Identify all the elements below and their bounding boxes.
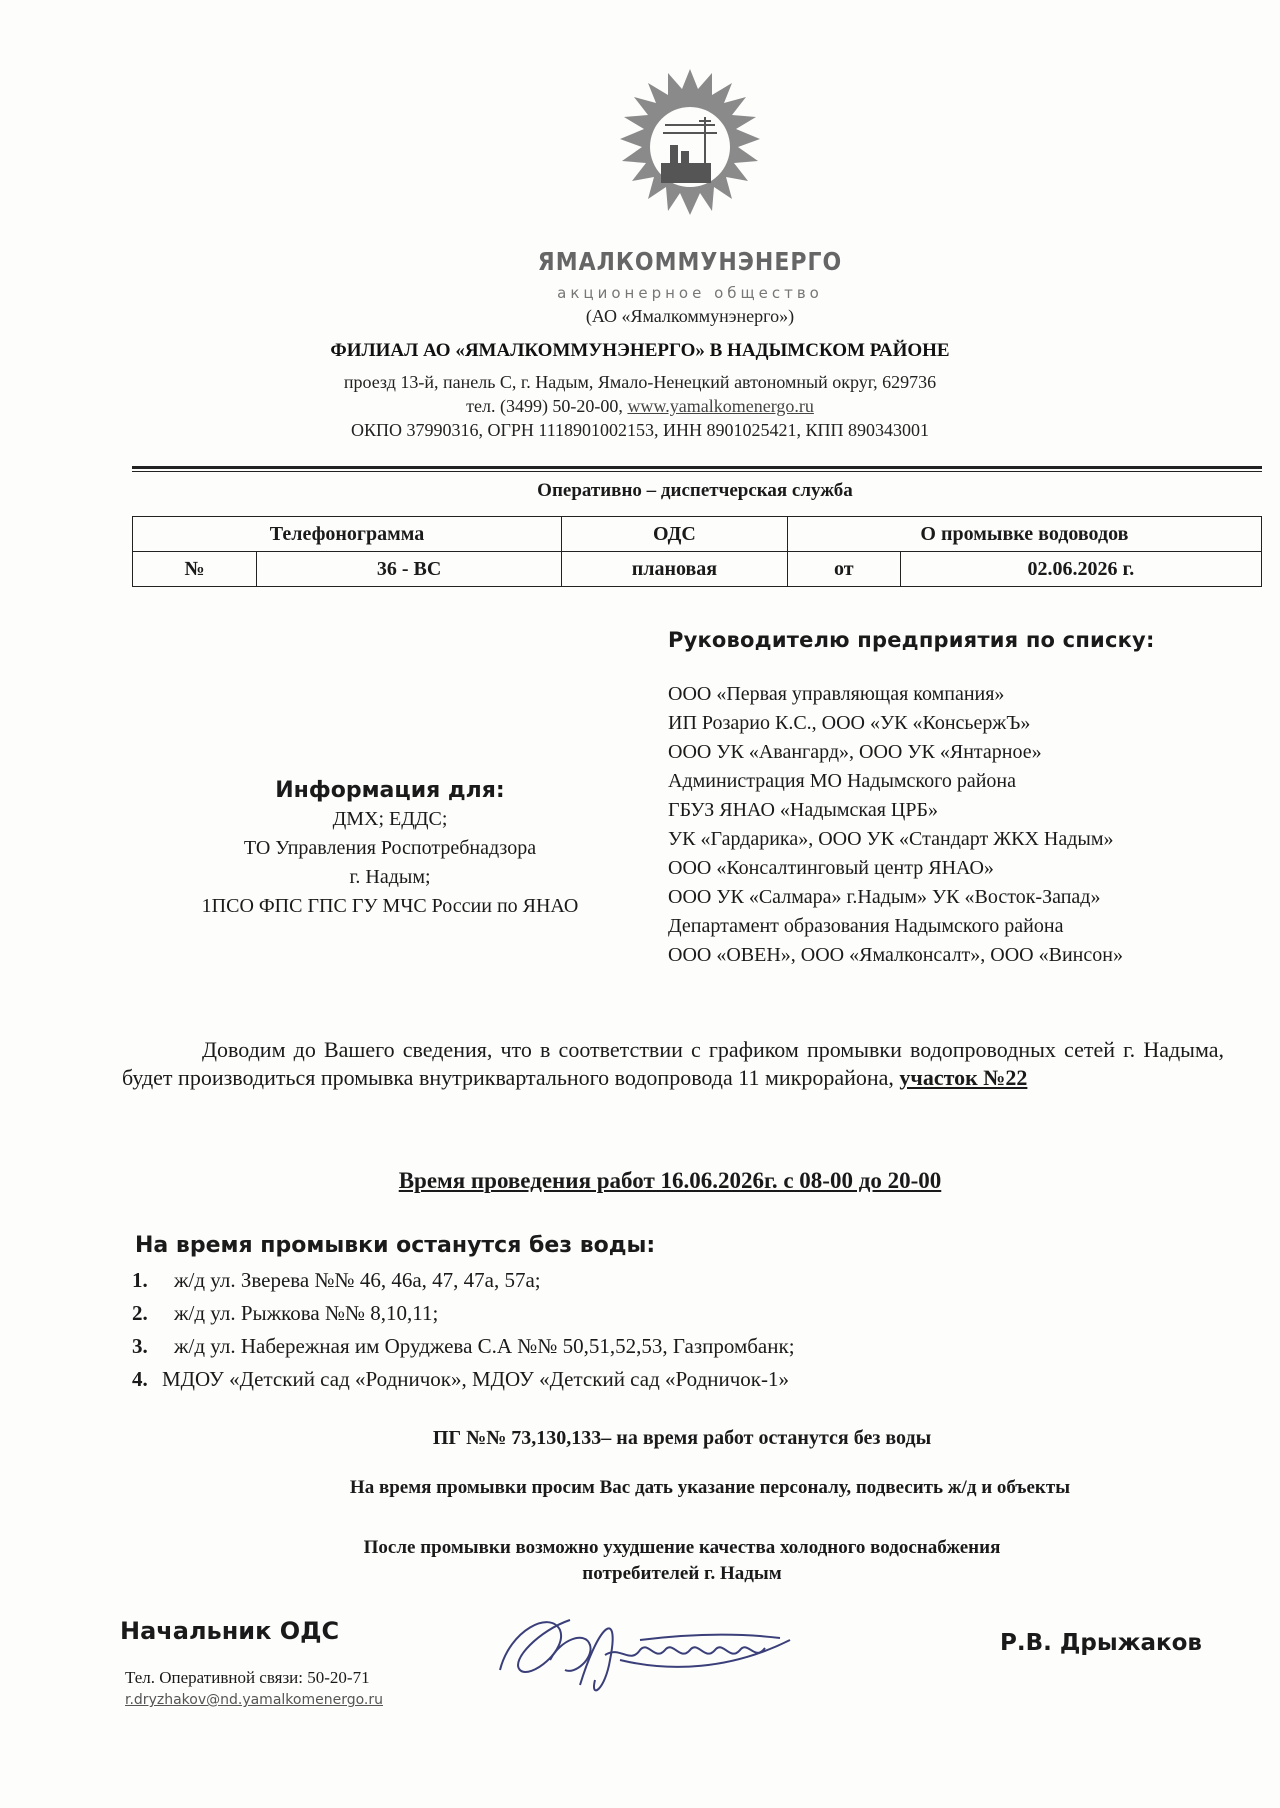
type-cell: плановая — [562, 552, 788, 587]
info-line: 1ПСО ФПС ГПС ГУ МЧС России по ЯНАО — [201, 895, 579, 917]
notice-text: Доводим до Вашего сведения, что в соответствии с графиком промывки водопроводных сетей г. Надыма, будет производиться промывка внутриквартального водопровода 11 микрорайона, — [122, 1037, 1224, 1090]
item-text: ж/д ул. Набережная им Оруджева С.А №№ 50,51,52,53, Газпромбанк; — [174, 1334, 795, 1358]
quality-warning-line2: потребителей г. Надым — [582, 1563, 782, 1584]
service-name: Оперативно – диспетчерская служба — [537, 480, 853, 501]
item-number: 2. — [132, 1301, 148, 1325]
list-item: ООО «Консалтинговый центр ЯНАО» — [668, 857, 994, 879]
list-item — [132, 1297, 795, 1330]
list-item — [132, 1330, 795, 1363]
website-link[interactable]: www.yamalkomenergo.ru — [627, 396, 814, 416]
no-water-list — [132, 1264, 795, 1396]
list-item: ГБУЗ ЯНАО «Надымская ЦРБ» — [668, 799, 938, 821]
recipients-list — [668, 680, 1268, 970]
info-block — [120, 776, 660, 921]
signatory-title: Начальник ОДС — [120, 1617, 340, 1645]
item-number: 3. — [132, 1334, 148, 1358]
table-row — [133, 552, 1262, 587]
table-row — [133, 517, 1262, 552]
item-number: 1. — [132, 1268, 148, 1292]
info-line: г. Надым; — [349, 866, 431, 888]
phone-line — [140, 396, 1140, 417]
doc-type-cell: Телефонограмма — [133, 517, 562, 552]
address: проезд 13-й, панель С, г. Надым, Ямало-Ненецкий автономный округ, 629736 — [343, 372, 937, 392]
registration-codes: ОКПО 37990316, ОГРН 1118901002153, ИНН 8901025421, КПП 890343001 — [350, 420, 930, 440]
company-logo-icon — [615, 65, 765, 235]
branch-title: ФИЛИАЛ АО «ЯМАЛКОММУНЭНЕРГО» В НАДЫМСКОМ РАЙОНЕ — [330, 340, 950, 361]
brand-subtitle: акционерное общество — [557, 284, 823, 302]
recipients-title: Руководителю предприятия по списку: — [668, 628, 1155, 652]
item-number: 4. — [132, 1367, 148, 1391]
brand-name: ЯМАЛКОММУНЭНЕРГО — [537, 248, 843, 277]
list-item: ООО «Первая управляющая компания» — [668, 683, 1005, 705]
work-time: Время проведения работ 16.06.2026г. с 08-00 до 20-00 — [398, 1168, 942, 1193]
list-item: ООО УК «Салмара» г.Надым» УК «Восток-Запад» — [668, 886, 1101, 908]
info-line: ДМХ; ЕДДС; — [332, 808, 448, 830]
item-text: ж/д ул. Рыжкова №№ 8,10,11; — [174, 1301, 439, 1325]
signatory-name: Р.В. Дрыжаков — [1000, 1630, 1202, 1656]
brand-abbreviation: (АО «Ямалкоммунэнерго») — [585, 306, 795, 326]
info-line: ТО Управления Роспотребнадзора — [243, 837, 537, 859]
from-label-cell: от — [787, 552, 900, 587]
list-item: УК «Гардарика», ООО УК «Стандарт ЖКХ Надым» — [668, 828, 1114, 850]
list-item: ООО «ОВЕН», ООО «Ямалконсалт», ООО «Винсон» — [668, 944, 1123, 966]
item-text: ж/д ул. Зверева №№ 46, 46а, 47, 47а, 57а; — [174, 1268, 541, 1292]
number-label-cell: № — [133, 552, 257, 587]
section-number: участок №22 — [899, 1065, 1028, 1090]
header-divider — [132, 466, 1262, 469]
request-line: На время промывки просим Вас дать указание персоналу, подвесить ж/д и объекты — [349, 1477, 1071, 1498]
list-item — [132, 1264, 795, 1297]
list-item: ИП Розарио К.С., ООО «УК «КонсьержЪ» — [668, 712, 1031, 734]
contact-phone: Тел. Оперативной связи: 50-20-71 — [125, 1668, 370, 1687]
notice-paragraph — [122, 1036, 1224, 1092]
header-divider-thin — [132, 471, 1262, 472]
list-item: Департамент образования Надымского района — [668, 915, 1064, 937]
department-cell: ОДС — [562, 517, 788, 552]
date-cell: 02.06.2026 г. — [900, 552, 1261, 587]
subject-cell: О промывке водоводов — [787, 517, 1261, 552]
hydrants-line: ПГ №№ 73,130,133– на время работ останутся без воды — [432, 1427, 932, 1449]
list-item: ООО УК «Авангард», ООО УК «Янтарное» — [668, 741, 1042, 763]
handwritten-signature-icon — [490, 1600, 810, 1710]
number-value-cell: 36 - ВС — [257, 552, 562, 587]
telephonogram-table — [132, 516, 1262, 587]
item-text: МДОУ «Детский сад «Родничок», МДОУ «Детский сад «Родничок-1» — [162, 1367, 789, 1391]
phone-number: тел. (3499) 50-20-00, — [466, 396, 623, 416]
contact-email[interactable]: r.dryzhakov@nd.yamalkomenergo.ru — [125, 1692, 383, 1708]
no-water-title: На время промывки останутся без воды: — [135, 1233, 656, 1258]
info-title: Информация для: — [275, 778, 505, 803]
quality-warning-line1: После промывки возможно ухудшение качества холодного водоснабжения — [363, 1537, 1001, 1558]
list-item — [132, 1363, 795, 1396]
list-item: Администрация МО Надымского района — [668, 770, 1016, 792]
